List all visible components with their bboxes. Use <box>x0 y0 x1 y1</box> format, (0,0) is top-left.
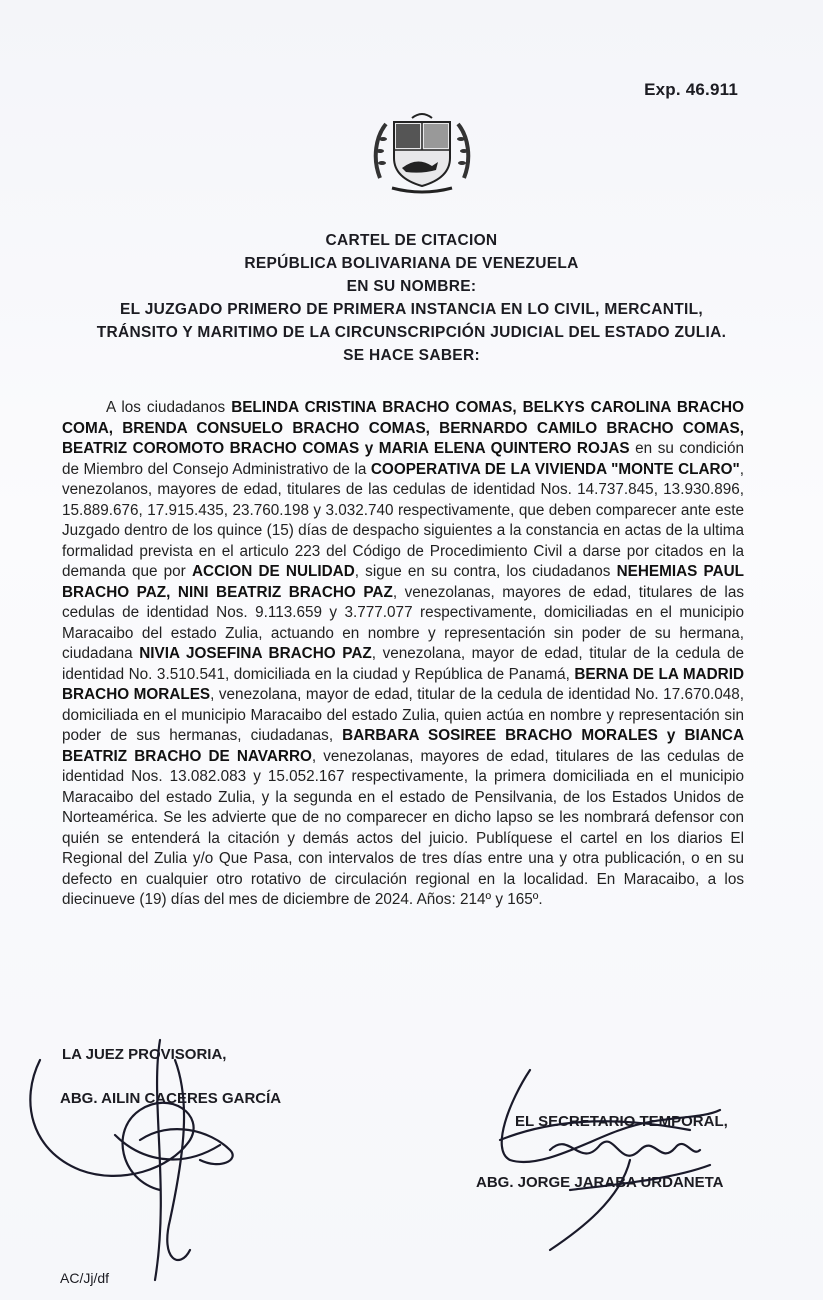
header-title: CARTEL DE CITACION <box>325 232 498 249</box>
body-bold: COOPERATIVA DE LA VIVIENDA "MONTE CLARO" <box>370 460 740 478</box>
secretary-title: EL SECRETARIO TEMPORAL, <box>515 1113 728 1130</box>
secretary-name: ABG. JORGE JARABA URDANETA <box>476 1174 724 1191</box>
body-bold: ACCION DE NULIDAD <box>191 563 355 580</box>
judge-title: LA JUEZ PROVISORIA, <box>62 1046 227 1063</box>
body-bold: BELINDA CRISTINA BRACHO COMAS, BELKYS CAROLINA BRACHO COMA, BRENDA CONSUELO BRACHO COMAS, BERNARDO CAMILO BRACHO COMAS, BEATRIZ COROMOTO BRACHO COMAS y MARIA ELENA QUINTERO ROJAS <box>62 399 744 457</box>
body-bold: NEHEMIAS PAUL BRACHO PAZ, NINI BEATRIZ BRACHO PAZ <box>62 563 745 601</box>
citation-body <box>62 398 744 911</box>
header-se-hace-saber: SE HACE SABER: <box>343 347 480 364</box>
document-initials: AC/Jj/df <box>60 1270 110 1286</box>
coat-of-arms-seal <box>372 108 472 194</box>
body-text: , venezolanas, mayores de edad, titulares de las cedulas de identidad Nos. 9.113.659 y 3.777.077 respectivamente, domiciliadas en el municipio Maracaibo del estado Zulia, actuando en nombre y representación sin poder de su hermana, ciudadana <box>62 583 744 662</box>
expediente-number: Exp. 46.911 <box>644 80 738 99</box>
body-text: , venezolanos, mayores de edad, titulares de las cedulas de identidad Nos. 14.737.845, 13.930.896, 15.889.676, 17.915.435, 23.760.198 y 3.032.740 respectivamente, que deben comparecer ante este Juzgado dentro de los quince (15) días de despacho siguientes a la constancia en actas de la ultima formalidad prevista en el articulo 223 del Código de Procedimiento Civil a darse por citados en la demanda que por <box>62 460 744 580</box>
header-republic: REPÚBLICA BOLIVARIANA DE VENEZUELA <box>244 255 579 272</box>
body-text: , venezolanas, mayores de edad, titulares de las cedulas de identidad Nos. 13.082.083 y 15.052.167 respectivamente, la primera domiciliada en el municipio Maracaibo del estado Zulia, y la segunda en el estado de Pensilvania, de los Estados Unidos de Norteamérica. Se les advierte que de no comparecer en dicho lapso se les nombrará defensor con quién se entenderá la citación y demás actos del juicio. Publíquese el cartel en los diarios El Regional del Zulia y/o Que Pasa, con intervalos de tres días entre una y otra publicación, o en su defecto en cualquier otro rotativo de circulación regional en la localidad. En Maracaibo, a los diecinueve (19) días del mes de diciembre de 2024. Años: 214º y 165º. <box>62 747 744 908</box>
judge-name: ABG. AILIN CACERES GARCÍA <box>60 1090 282 1107</box>
header-court-line2: TRÁNSITO Y MARITIMO DE LA CIRCUNSCRIPCIÓN JUDICIAL DEL ESTADO ZULIA. <box>96 324 727 341</box>
body-text: , venezolana, mayor de edad, titular de la cedula de identidad No. 17.670.048, domiciliada en el municipio Maracaibo del estado Zulia, quien actúa en nombre y representación sin poder de sus hermanas, ciudadanas, <box>62 686 744 744</box>
body-bold: NIVIA JOSEFINA BRACHO PAZ <box>139 645 372 662</box>
header-in-its-name: EN SU NOMBRE: <box>346 278 477 295</box>
body-text: , sigue en su contra, los ciudadanos <box>354 563 617 580</box>
body-text: en su condición de Miembro del Consejo Administrativo de la <box>62 440 744 478</box>
header-court-line1: EL JUZGADO PRIMERO DE PRIMERA INSTANCIA EN LO CIVIL, MERCANTIL, <box>120 301 703 318</box>
body-text: A los ciudadanos <box>106 399 232 416</box>
body-bold: BARBARA SOSIREE BRACHO MORALES y BIANCA BEATRIZ BRACHO DE NAVARRO <box>62 727 744 765</box>
secretary-signature <box>470 1060 770 1260</box>
document-header <box>40 229 783 367</box>
body-bold: BERNA DE LA MADRID BRACHO MORALES <box>62 665 744 703</box>
body-text: , venezolana, mayor de edad, titular de la cedula de identidad No. 3.510.541, domiciliada en la ciudad y República de Panamá, <box>62 645 744 683</box>
